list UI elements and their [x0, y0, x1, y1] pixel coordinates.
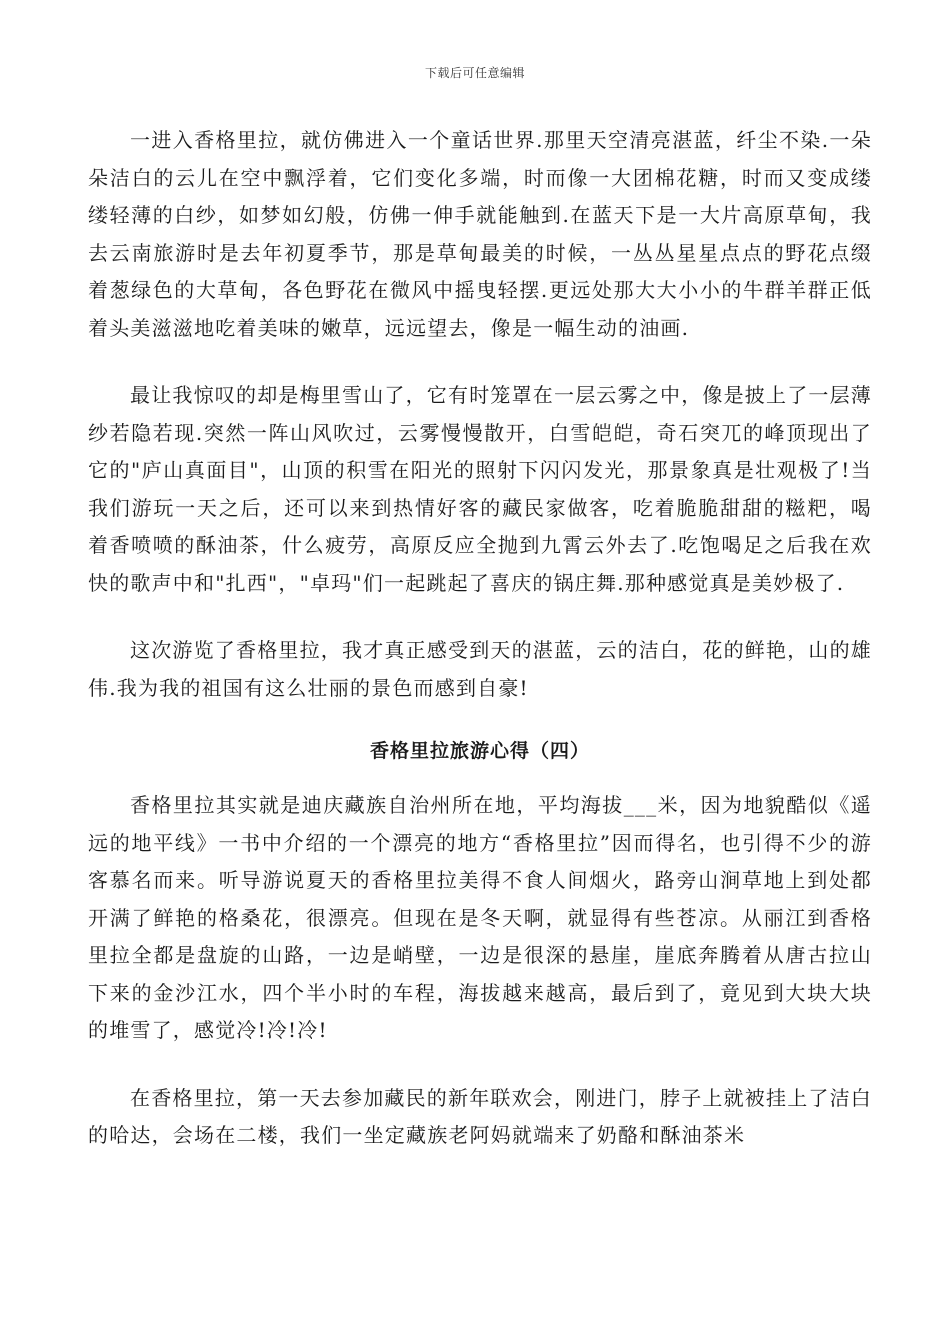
paragraph: 香格里拉其实就是迪庆藏族自治州所在地，平均海拔___米，因为地貌酷似《遥远的地平线》一书中介绍的一个漂亮的地方“香格里拉”因而得名，也引得不少的游客慕名而来。听导游说夏天的香格里拉美得不食人间烟火，路旁山涧草地上到处都开满了鲜艳的格桑花，很漂亮。但现在是冬天啊，就显得有些苍凉。从丽江到香格里拉全都是盘旋的山路，一边是峭壁，一边是很深的悬崖，崖底奔腾着从唐古拉山下来的金沙江水，四个半小时的车程，海拔越来越高，最后到了，竟见到大块大块的堆雪了，感觉冷!冷!冷!	[88, 793, 872, 1042]
document-body	[88, 122, 872, 1185]
paragraph: 最让我惊叹的却是梅里雪山了，它有时笼罩在一层云雾之中，像是披上了一层薄纱若隐若现.突然一阵山风吹过，云雾慢慢散开，白雪皑皑，奇石突兀的峰顶现出了它的"庐山真面目"，山顶的积雪在阳光的照射下闪闪发光，那景象真是壮观极了!当我们游玩一天之后，还可以来到热情好客的藏民家做客，吃着脆脆甜甜的糍粑，喝着香喷喷的酥油茶，什么疲劳，高原反应全抛到九霄云外去了.吃饱喝足之后我在欢快的歌声中和"扎西"，"卓玛"们一起跳起了喜庆的锅庄舞.那种感觉真是美妙极了.	[88, 383, 872, 595]
page-header: 下载后可任意编辑	[424, 66, 525, 80]
paragraph: 在香格里拉，第一天去参加藏民的新年联欢会，刚进门，脖子上就被挂上了洁白的哈达，会场在二楼，我们一坐定藏族老阿妈就端来了奶酪和酥油茶米	[88, 1085, 872, 1147]
paragraph: 这次游览了香格里拉，我才真正感受到天的湛蓝，云的洁白，花的鲜艳，山的雄伟.我为我的祖国有这么壮丽的景色而感到自豪!	[88, 638, 872, 700]
paragraph: 一进入香格里拉，就仿佛进入一个童话世界.那里天空清亮湛蓝，纤尘不染.一朵朵洁白的云儿在空中飘浮着，它们变化多端，时而像一大团棉花糖，时而又变成缕缕轻薄的白纱，如梦如幻般，仿佛一伸手就能触到.在蓝天下是一大片高原草甸，我去云南旅游时是去年初夏季节，那是草甸最美的时候，一丛丛星星点点的野花点缀着葱绿色的大草甸，各色野花在微风中摇曳轻摆.更远处那大大小小的牛群羊群正低着头美滋滋地吃着美味的嫩草，远远望去，像是一幅生动的油画.	[88, 128, 872, 340]
section-title: 香格里拉旅游心得（四）	[369, 740, 590, 762]
